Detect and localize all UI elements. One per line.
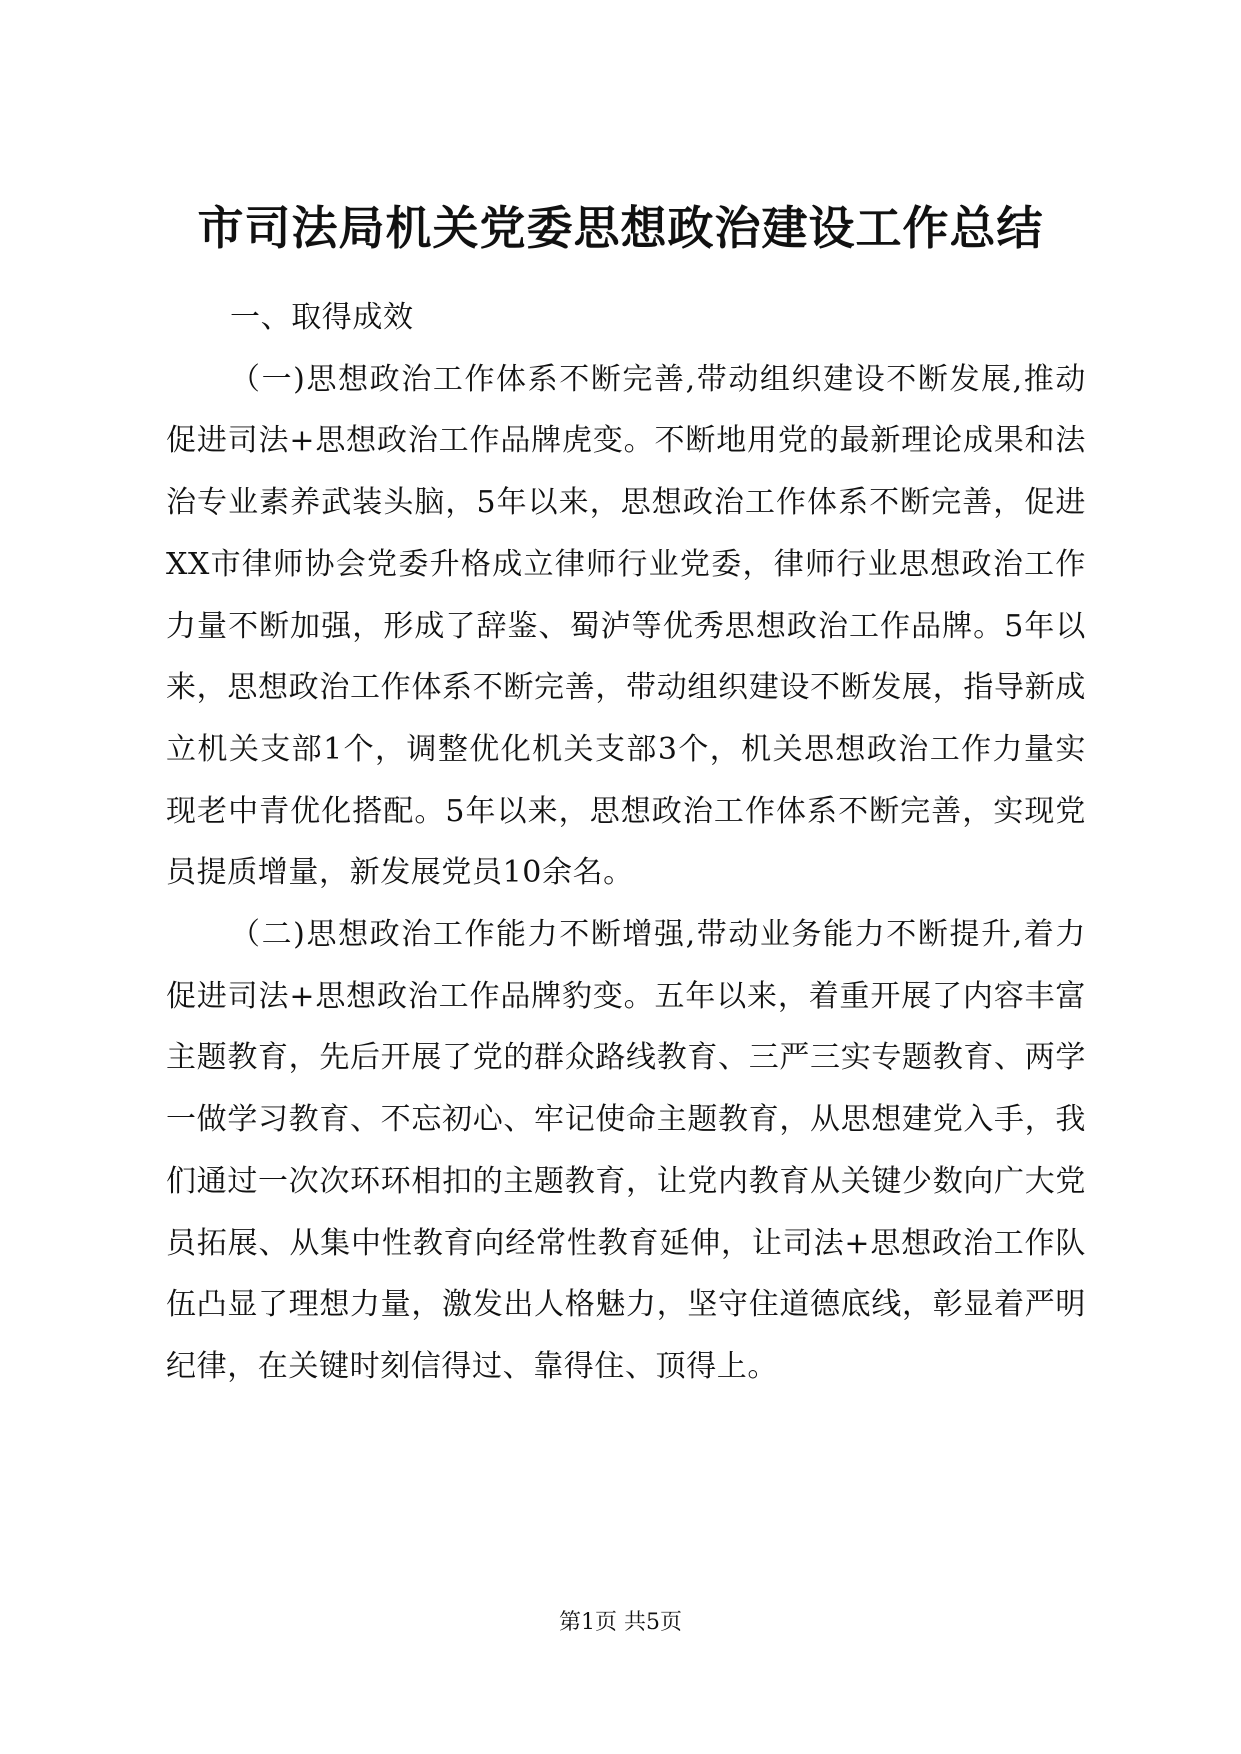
document-body [166, 287, 1086, 1398]
section-heading: 一、取得成效 [230, 300, 414, 335]
paragraph-1: （一)思想政治工作体系不断完善,带动组织建设不断发展,推动促进司法+思想政治工作品牌虎变。不断地用党的最新理论成果和法治专业素养武装头脑，5年以来，思想政治工作体系不断完善，促进XX市律师协会党委升格成立律师行业党委，律师行业思想政治工作力量不断加强，形成了辞鉴、蜀泸等优秀思想政治工作品牌。5年以来，思想政治工作体系不断完善，带动组织建设不断发展，指导新成立机关支部1个，调整优化机关支部3个，机关思想政治工作力量实现老中青优化搭配。5年以来，思想政治工作体系不断完善，实现党员提质增量，新发展党员10余名。 [166, 361, 1086, 891]
paragraph-2: （二)思想政治工作能力不断增强,带动业务能力不断提升,着力促进司法+思想政治工作品牌豹变。五年以来，着重开展了内容丰富主题教育，先后开展了党的群众路线教育、三严三实专题教育、两学一做学习教育、不忘初心、牢记使命主题教育，从思想建党入手，我们通过一次次环环相扣的主题教育，让党内教育从关键少数向广大党员拓展、从集中性教育向经常性教育延伸，让司法+思想政治工作队伍凸显了理想力量，激发出人格魅力，坚守住道德底线，彰显着严明纪律，在关键时刻信得过、靠得住、顶得上。 [166, 917, 1086, 1384]
page-footer: 第1页 共5页 [559, 1610, 682, 1635]
document-title: 市司法局机关党委思想政治建设工作总结 [197, 201, 1044, 255]
